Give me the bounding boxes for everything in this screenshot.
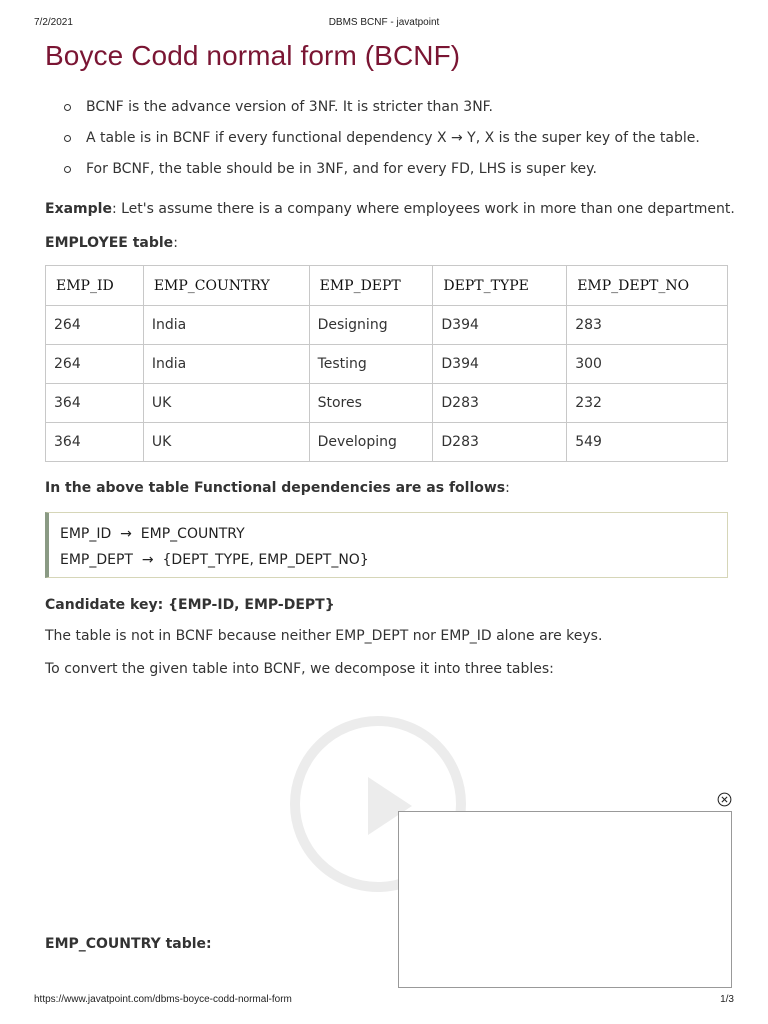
table-cell: India [143, 306, 309, 345]
employee-table-heading [45, 235, 178, 251]
table-cell: India [143, 345, 309, 384]
fd-line: EMP_ID → EMP_COUNTRY [60, 526, 245, 542]
table-cell: UK [143, 384, 309, 423]
example-label: Example [45, 201, 112, 217]
print-page-number: 1/3 [720, 994, 734, 1005]
table-cell: Testing [309, 345, 433, 384]
table-cell: 300 [567, 345, 728, 384]
heading-colon: : [173, 235, 178, 251]
table-cell: 364 [46, 423, 144, 462]
employee-table-label: EMPLOYEE table [45, 235, 174, 251]
not-bcnf-text: The table is not in BCNF because neither EMP_DEPT nor EMP_ID alone are keys. [45, 628, 603, 644]
table-cell: D283 [433, 423, 567, 462]
bullet-text: A table is in BCNF if every functional dependency X → Y, X is the super key of the table. [86, 130, 700, 146]
fd-heading-text: In the above table Functional dependencies are as follows [45, 480, 506, 496]
emp-country-table-heading [45, 936, 212, 952]
bullet-text: BCNF is the advance version of 3NF. It is stricter than 3NF. [86, 99, 493, 115]
emp-country-table-label: EMP_COUNTRY table: [45, 936, 212, 952]
table-cell: Developing [309, 423, 433, 462]
table-row [46, 423, 728, 462]
table-row [46, 345, 728, 384]
fd-heading [45, 480, 510, 496]
print-url: https://www.javatpoint.com/dbms-boyce-codd-normal-form [34, 994, 292, 1005]
table-cell: 264 [46, 345, 144, 384]
bullet-text: For BCNF, the table should be in 3NF, and for every FD, LHS is super key. [86, 161, 597, 177]
column-header: EMP_COUNTRY [143, 266, 309, 306]
list-item [45, 159, 735, 190]
table-row [46, 384, 728, 423]
bullet-circle-icon [64, 135, 71, 142]
print-header [0, 17, 768, 31]
column-header: EMP_DEPT [309, 266, 433, 306]
column-header: EMP_DEPT_NO [567, 266, 728, 306]
bcnf-bullet-list [45, 97, 735, 190]
example-paragraph [45, 201, 735, 217]
bullet-circle-icon [64, 104, 71, 111]
candidate-key-label: Candidate key: {EMP-ID, EMP-DEPT} [45, 597, 335, 613]
fd-line: EMP_DEPT → {DEPT_TYPE, EMP_DEPT_NO} [60, 552, 369, 568]
table-row [46, 306, 728, 345]
column-header: EMP_ID [46, 266, 144, 306]
table-cell: UK [143, 423, 309, 462]
table-cell: D394 [433, 345, 567, 384]
heading-colon: : [505, 480, 510, 496]
functional-dependency-box [45, 512, 728, 578]
close-icon[interactable] [717, 792, 732, 807]
column-header: DEPT_TYPE [433, 266, 567, 306]
print-footer [0, 994, 768, 1008]
table-header-row [46, 266, 728, 306]
page-title: Boyce Codd normal form (BCNF) [45, 40, 461, 71]
list-item [45, 97, 735, 128]
convert-text: To convert the given table into BCNF, we decompose it into three tables: [45, 661, 554, 677]
table-cell: D283 [433, 384, 567, 423]
employee-table [45, 265, 728, 462]
table-cell: 232 [567, 384, 728, 423]
table-cell: Designing [309, 306, 433, 345]
table-cell: 364 [46, 384, 144, 423]
table-cell: 264 [46, 306, 144, 345]
candidate-key-text [45, 597, 335, 613]
list-item [45, 128, 735, 159]
ad-overlay-box[interactable] [398, 811, 732, 988]
print-date: 7/2/2021 [34, 17, 73, 28]
example-text: : Let's assume there is a company where employees work in more than one department. [111, 201, 735, 217]
bullet-circle-icon [64, 166, 71, 173]
table-cell: D394 [433, 306, 567, 345]
print-page-title: DBMS BCNF - javatpoint [328, 17, 440, 28]
table-cell: 283 [567, 306, 728, 345]
table-cell: Stores [309, 384, 433, 423]
table-cell: 549 [567, 423, 728, 462]
